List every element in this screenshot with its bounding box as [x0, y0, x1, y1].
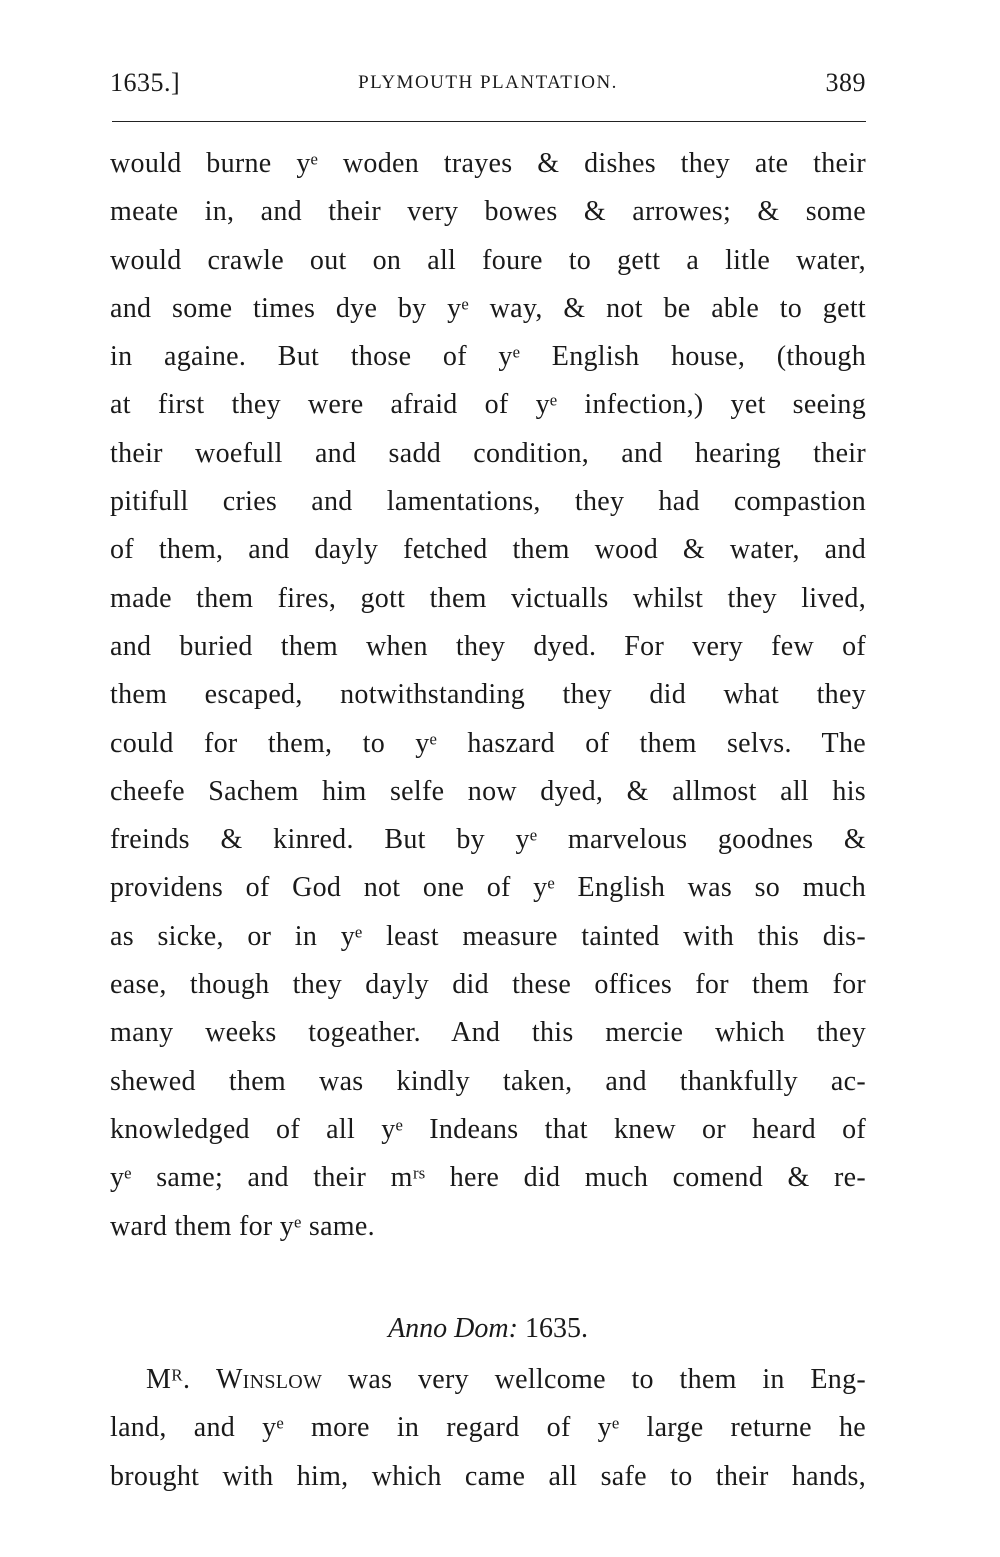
text-line: made them fires, gott them victualls whilst they lived,: [110, 582, 866, 614]
text-line: ward them for yᵉ same.: [110, 1210, 375, 1242]
text-line: of them, and dayly fetched them wood & water, and: [110, 534, 866, 566]
text-line: at first they were afraid of yᵉ infection,) yet seeing: [110, 389, 866, 421]
text-line: them escaped, notwithstanding they did what they: [110, 679, 866, 711]
text-line: knowledged of all yᵉ Indeans that knew or heard of: [110, 1113, 866, 1145]
heading-anno-dom: Anno Dom:: [388, 1313, 518, 1344]
section-heading: [110, 1305, 866, 1353]
text-line: in againe. But those of yᵉ English house, (though: [110, 341, 866, 373]
text-line-first: [110, 1356, 866, 1404]
text-line: land, and yᵉ more in regard of yᵉ large returne he: [110, 1412, 866, 1444]
text-line: ease, though they dayly did these offices for them for: [110, 969, 866, 1001]
paragraph-2: [110, 1356, 866, 1501]
header-year: 1635.]: [110, 68, 181, 97]
mr-abbrev: Mᴿ.: [146, 1364, 191, 1395]
text-line: many weeks togeather. And this mercie which they: [110, 1017, 866, 1049]
text-line: their woefull and sadd condition, and hearing their: [110, 437, 866, 469]
text-line: and some times dye by yᵉ way, & not be able to gett: [110, 292, 866, 324]
text-line: meate in, and their very bowes & arrowes; & some: [110, 196, 866, 228]
text-line: as sicke, or in yᵉ least measure tainted with this dis-: [110, 920, 866, 952]
text-line: yᵉ same; and their mʳˢ here did much comend & re-: [110, 1162, 866, 1194]
text-line: pitifull cries and lamentations, they had compastion: [110, 486, 866, 518]
text-line: could for them, to yᵉ haszard of them selvs. The: [110, 727, 866, 759]
text-line: brought with him, which came all safe to their hands,: [110, 1460, 866, 1492]
heading-year: 1635.: [524, 1313, 588, 1344]
text-line: providens of God not one of yᵉ English was so much: [110, 872, 866, 904]
text-line: would crawle out on all foure to gett a litle water,: [110, 244, 866, 276]
text-line: and buried them when they dyed. For very few of: [110, 630, 866, 662]
paragraph-1: [110, 140, 866, 1251]
page-number: 389: [825, 68, 866, 97]
header-title: PLYMOUTH PLANTATION.: [358, 72, 618, 93]
text-line: shewed them was kindly taken, and thankfully ac-: [110, 1065, 866, 1097]
first-line-rest: was very wellcome to them in Eng-: [347, 1364, 866, 1395]
text-line: would burne yᵉ woden trayes & dishes they ate their: [110, 148, 866, 179]
header-rule: [112, 121, 866, 122]
running-header: [110, 68, 866, 108]
name-winslow: Winslow: [215, 1364, 323, 1395]
text-line: cheefe Sachem him selfe now dyed, & allmost all his: [110, 775, 866, 807]
text-line: freinds & kinred. But by yᵉ marvelous goodnes &: [110, 824, 866, 856]
